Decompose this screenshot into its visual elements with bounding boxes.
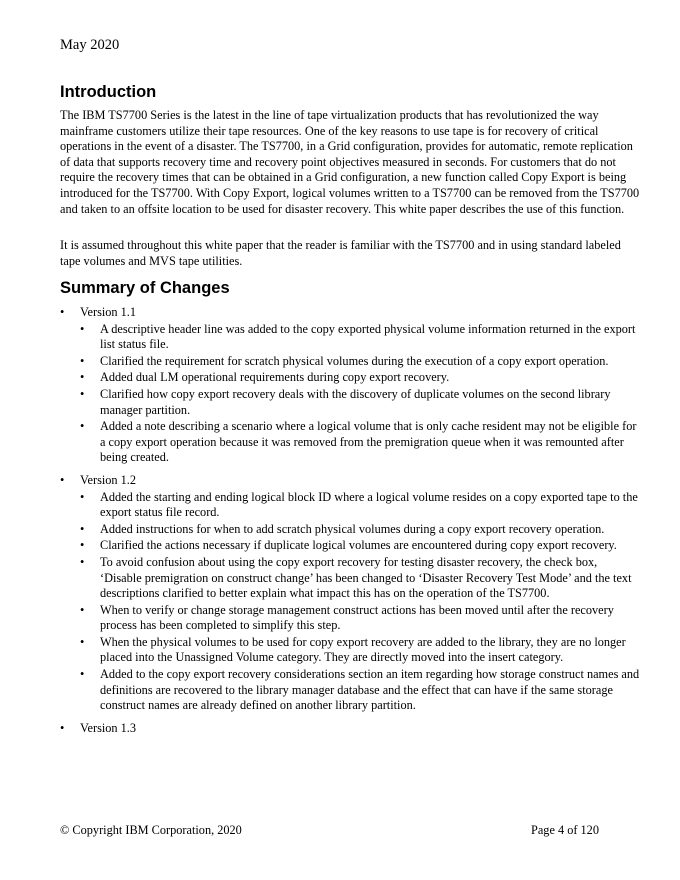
summary-of-changes-heading: Summary of Changes: [60, 279, 230, 297]
change-list: [80, 322, 640, 466]
version-item: [60, 721, 640, 737]
footer-copyright: © Copyright IBM Corporation, 2020: [60, 823, 242, 837]
change-item: • Added a note describing a scenario where a logical volume that is only cache resident may not be eligible for a copy export operation because it was removed from the premigration queue when it was remounted after being created.: [80, 419, 640, 466]
version-item: [60, 305, 640, 466]
version-label: Version 1.2: [80, 472, 137, 487]
header-date: May 2020: [60, 37, 120, 53]
change-item: • Added to the copy export recovery considerations section an item regarding how storage construct names and definitions are recovered to the library manager database and the effect that can have if the same storage construct names are already defined on another library partition.: [80, 667, 640, 714]
version-label: Version 1.3: [80, 720, 137, 735]
version-list: [60, 305, 640, 743]
change-item: • When to verify or change storage management construct actions has been moved until after the recovery process has been completed to simplify this step.: [80, 603, 640, 634]
change-list: [80, 490, 640, 714]
change-item: • To avoid confusion about using the copy export recovery for testing disaster recovery, the check box, ‘Disable premigration on construct change’ has been changed to ‘Disaster Recovery Test Mode’ and the text descriptions clarified to better explain what impact this has on the operation of the TS7700.: [80, 555, 640, 602]
change-item: • Added instructions for when to add scratch physical volumes during a copy export recovery operation.: [80, 522, 640, 538]
change-item: • When the physical volumes to be used for copy export recovery are added to the library, they are no longer placed into the Unassigned Volume category. They are directly moved into the insert category.: [80, 635, 640, 666]
intro-paragraph-1: The IBM TS7700 Series is the latest in the line of tape virtualization products that has revolutionized the way mainframe customers utilize their tape resources. One of the key reasons to use tape is for recovery of critical operations in the event of a disaster. The TS7700, in a Grid configuration, provides for automatic, remote replication of data that supports recovery time and recovery point objectives measured in seconds. For customers that do not require the recovery times that can be obtained in a Grid configuration, a new function called Copy Export is being introduced for the TS7700. With Copy Export, logical volumes written to a TS7700 can be removed from the TS7700 and taken to an offsite location to be used for disaster recovery. This white paper describes the use of this function.: [60, 108, 640, 216]
version-label: Version 1.1: [80, 305, 137, 319]
introduction-heading: Introduction: [60, 83, 157, 101]
change-item: • Clarified the actions necessary if duplicate logical volumes are encountered during copy export recovery.: [80, 538, 640, 554]
footer-page-number: Page 4 of 120: [531, 823, 599, 837]
change-item: • Clarified how copy export recovery deals with the discovery of duplicate volumes on the second library manager partition.: [80, 387, 640, 418]
change-item: • Added dual LM operational requirements during copy export recovery.: [80, 370, 640, 386]
version-item: [60, 473, 640, 714]
change-item: • A descriptive header line was added to the copy exported physical volume information returned in the export list status file.: [80, 322, 640, 353]
change-item: • Added the starting and ending logical block ID where a logical volume resides on a copy exported tape to the export status file record.: [80, 490, 640, 521]
change-item: • Clarified the requirement for scratch physical volumes during the execution of a copy export operation.: [80, 354, 640, 370]
intro-paragraph-2: It is assumed throughout this white paper that the reader is familiar with the TS7700 and in using standard labeled tape volumes and MVS tape utilities.: [60, 238, 621, 268]
